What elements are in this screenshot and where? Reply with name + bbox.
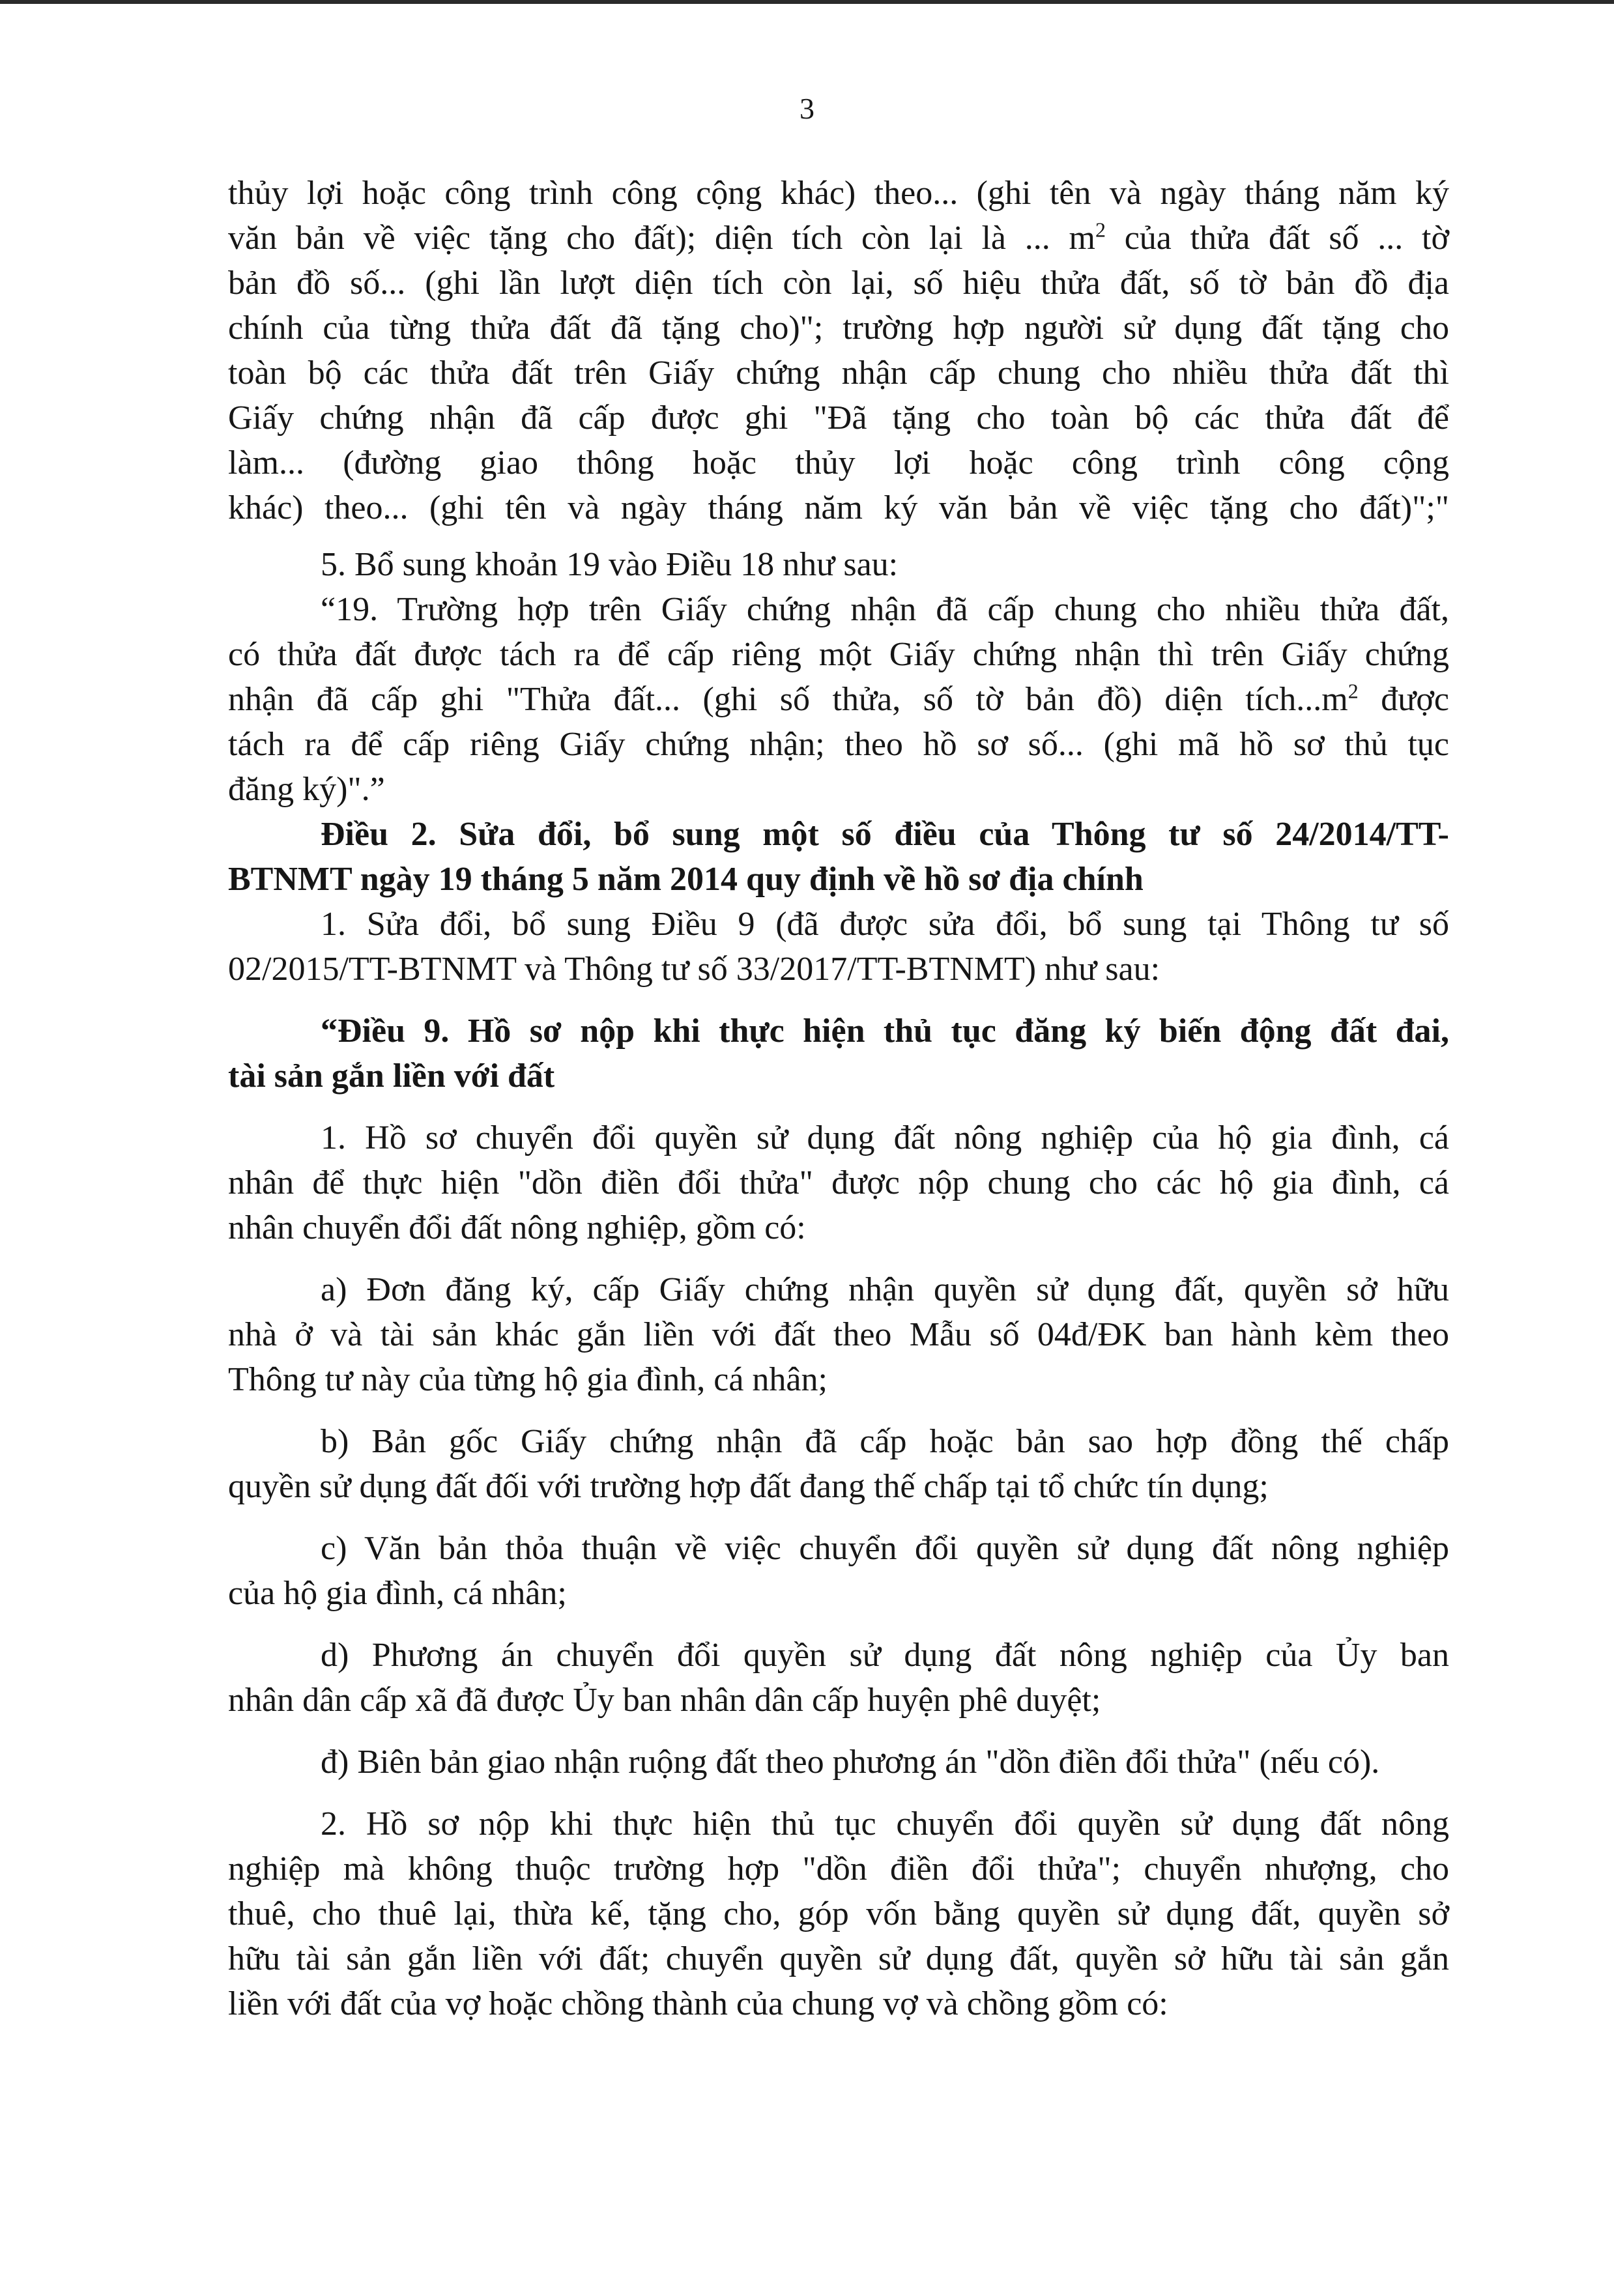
scan-top-edge	[0, 0, 1614, 4]
article-9-clause-1: 1. Hồ sơ chuyển đổi quyền sử dụng đất nông nghiệp của hộ gia đình, cá	[321, 1119, 1449, 1156]
paragraph-continuation-line: thủy lợi hoặc công trình công cộng khác) theo... (ghi tên và ngày tháng năm ký	[228, 175, 1449, 212]
article-9-clause-2: 2. Hồ sơ nộp khi thực hiện thủ tục chuyển đổi quyền sử dụng đất nông	[321, 1805, 1449, 1843]
paragraph-continuation-line: khác) theo... (ghi tên và ngày tháng năm ký văn bản về việc tặng cho đất)";"	[228, 489, 1449, 526]
clause-19-line: tách ra để cấp riêng Giấy chứng nhận; theo hồ sơ số... (ghi mã hồ sơ thủ tục	[228, 726, 1449, 763]
paragraph-continuation-line: toàn bộ các thửa đất trên Giấy chứng nhận cấp chung cho nhiều thửa đất thì	[228, 354, 1449, 392]
clause-19-line: “19. Trường hợp trên Giấy chứng nhận đã cấp chung cho nhiều thửa đất,	[321, 591, 1449, 628]
document-body	[228, 171, 1449, 2026]
article-2-clause-1: 02/2015/TT-BTNMT và Thông tư số 33/2017/TT-BTNMT) như sau:	[228, 951, 1160, 988]
item-b: b) Bản gốc Giấy chứng nhận đã cấp hoặc bản sao hợp đồng thế chấp	[321, 1423, 1449, 1460]
article-9-heading: tài sản gắn liền với đất	[228, 1057, 555, 1095]
article-9-clause-2: thuê, cho thuê lại, thừa kế, tặng cho, góp vốn bằng quyền sử dụng đất, quyền sở	[228, 1895, 1449, 1932]
paragraph-continuation-line: bản đồ số... (ghi lần lượt diện tích còn lại, số hiệu thửa đất, số tờ bản đồ địa	[228, 265, 1449, 302]
clause-5-heading: 5. Bổ sung khoản 19 vào Điều 18 như sau:	[321, 546, 899, 583]
article-9-clause-2: hữu tài sản gắn liền với đất; chuyển quyền sử dụng đất, quyền sở hữu tài sản gắn	[228, 1940, 1449, 1977]
item-c: của hộ gia đình, cá nhân;	[228, 1575, 567, 1612]
article-9-clause-1: nhân chuyển đổi đất nông nghiệp, gồm có:	[228, 1209, 806, 1246]
item-a: Thông tư này của từng hộ gia đình, cá nhân;	[228, 1361, 828, 1398]
paragraph-continuation-line: Giấy chứng nhận đã cấp được ghi "Đã tặng cho toàn bộ các thửa đất để	[228, 399, 1449, 437]
item-b: quyền sử dụng đất đối với trường hợp đất đang thế chấp tại tổ chức tín dụng;	[228, 1468, 1269, 1505]
article-9-clause-1: nhân để thực hiện "dồn điền đổi thửa" được nộp chung cho các hộ gia đình, cá	[228, 1164, 1449, 1201]
clause-19-line: có thửa đất được tách ra để cấp riêng một Giấy chứng nhận thì trên Giấy chứng	[228, 636, 1449, 673]
article-2-heading: Điều 2. Sửa đổi, bổ sung một số điều của Thông tư số 24/2014/TT-	[321, 816, 1449, 853]
paragraph-continuation-line: làm... (đường giao thông hoặc thủy lợi hoặc công trình công cộng	[228, 444, 1449, 481]
paragraph-continuation-line: chính của từng thửa đất đã tặng cho)"; trường hợp người sử dụng đất tặng cho	[228, 309, 1449, 347]
page-number: 3	[800, 92, 814, 125]
clause-19-line: nhận đã cấp ghi "Thửa đất... (ghi số thửa, số tờ bản đồ) diện $tích...m^2$ được	[228, 679, 1449, 718]
item-a: nhà ở và tài sản khác gắn liền với đất theo Mẫu số 04đ/ĐK ban hành kèm theo	[228, 1316, 1449, 1353]
article-2-clause-1: 1. Sửa đổi, bổ sung Điều 9 (đã được sửa đổi, bổ sung tại Thông tư số	[321, 906, 1449, 943]
article-9-clause-2: liền với đất của vợ hoặc chồng thành của chung vợ và chồng gồm có:	[228, 1985, 1168, 2022]
item-d: d) Phương án chuyển đổi quyền sử dụng đất nông nghiệp của Ủy ban	[321, 1637, 1449, 1674]
clause-19-line: đăng ký)".”	[228, 771, 385, 808]
item-c: c) Văn bản thỏa thuận về việc chuyển đổi quyền sử dụng đất nông nghiệp	[321, 1530, 1449, 1567]
article-9-heading: “Điều 9. Hồ sơ nộp khi thực hiện thủ tục đăng ký biến động đất đai,	[321, 1012, 1449, 1050]
article-9-clause-2: nghiệp mà không thuộc trường hợp "dồn điền đổi thửa"; chuyển nhượng, cho	[228, 1850, 1449, 1887]
item-dd: đ) Biên bản giao nhận ruộng đất theo phương án "dồn điền đổi thửa" (nếu có).	[321, 1744, 1380, 1781]
item-d: nhân dân cấp xã đã được Ủy ban nhân dân cấp huyện phê duyệt;	[228, 1682, 1101, 1719]
item-a: a) Đơn đăng ký, cấp Giấy chứng nhận quyền sử dụng đất, quyền sở hữu	[321, 1271, 1449, 1308]
paragraph-continuation-line: văn bản về việc tặng cho đất); diện tích còn lại là ... $m^2$ của thửa đất số ... tờ	[228, 218, 1449, 257]
article-2-heading: BTNMT ngày 19 tháng 5 năm 2014 quy định về hồ sơ địa chính	[228, 861, 1144, 898]
